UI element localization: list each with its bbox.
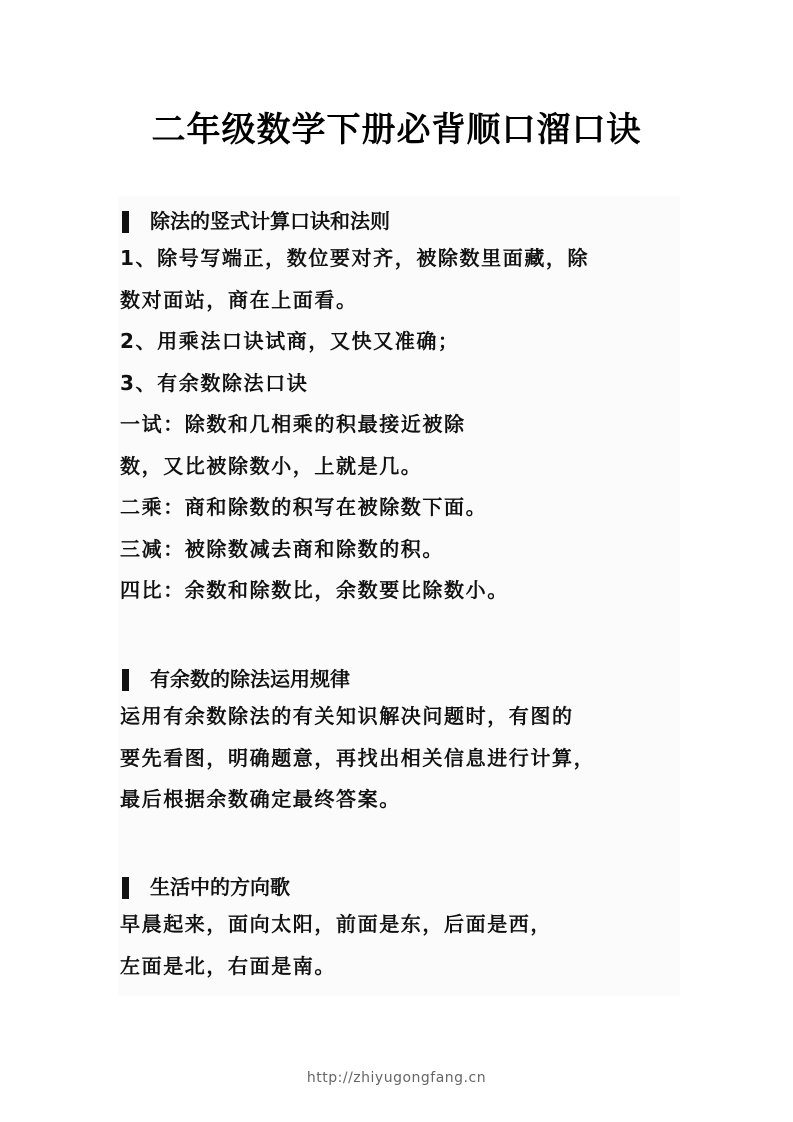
text-line: 2、用乘法口诀试商，又快又准确；	[120, 329, 460, 353]
text-line: 数，又比被除数小，上就是几。	[120, 453, 423, 478]
text-line: 运用有余数除法的有关知识解决问题时，有图的	[120, 704, 574, 728]
text-line: 数对面站，商在上面看。	[120, 287, 358, 312]
text-line: 最后根据余数确定最终答案。	[120, 787, 401, 811]
text-line: 左面是北，右面是南。	[120, 953, 336, 978]
heading-bar-marker	[122, 877, 129, 899]
text-line: 三减：被除数减去商和除数的积。	[120, 536, 444, 561]
heading-bar-marker	[122, 669, 129, 691]
section-direction-song	[120, 870, 676, 987]
section-division-rules	[120, 204, 676, 612]
heading-bar-marker	[122, 211, 129, 233]
text-line: 一试：除数和几相乘的积最接近被除	[120, 412, 466, 436]
section-heading	[120, 870, 676, 904]
section-heading-text: 除法的竖式计算口诀和法则	[150, 209, 390, 233]
text-line: 3、有余数除法口诀	[120, 370, 309, 395]
text-line: 1、除号写端正，数位要对齐，被除数里面藏，除	[120, 246, 590, 270]
section-heading	[120, 662, 676, 696]
section-remainder-division	[120, 662, 676, 821]
text-line: 二乘：商和除数的积写在被除数下面。	[120, 495, 488, 519]
footer-url[interactable]: http://zhiyugongfang.cn	[306, 1070, 487, 1086]
section-heading	[120, 204, 676, 238]
text-line: 要先看图，明确题意，再找出相关信息进行计算，	[120, 745, 596, 770]
section-heading-text: 生活中的方向歌	[150, 875, 290, 899]
section-heading-text: 有余数的除法运用规律	[150, 667, 350, 691]
text-line: 四比：余数和除数比，余数要比除数小。	[120, 578, 509, 602]
text-line: 早晨起来，面向太阳，前面是东，后面是西，	[120, 912, 552, 936]
page-title: 二年级数学下册必背顺口溜口诀	[151, 110, 642, 150]
